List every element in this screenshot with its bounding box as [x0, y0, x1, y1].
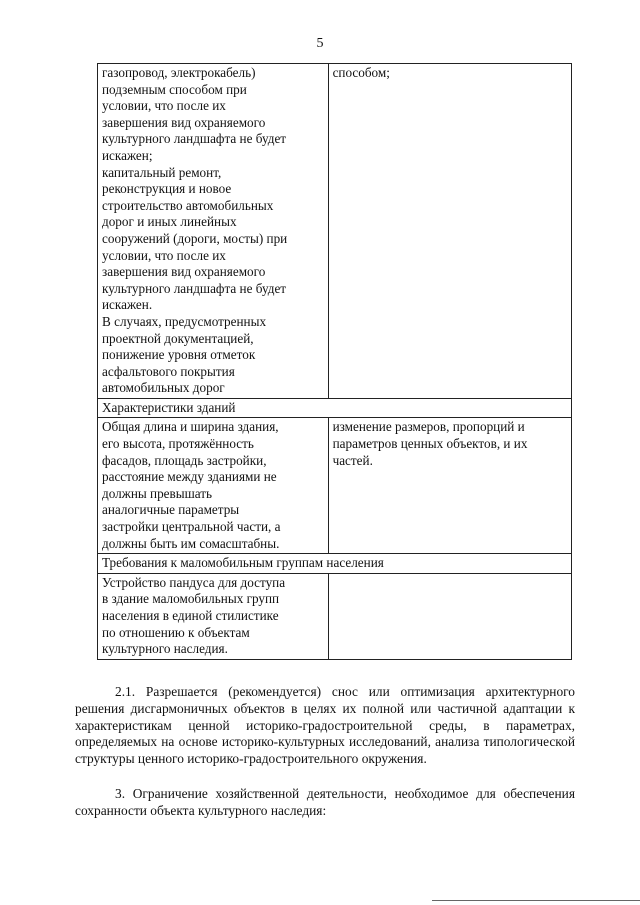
table-cell-right [328, 418, 571, 554]
cell-text-line: искажен. [102, 297, 153, 313]
cell-text-line: населения в единой стилистике [102, 608, 279, 623]
section-header-mobility: Требования к маломобильным группам населения [98, 554, 572, 574]
table-row [98, 573, 572, 659]
paragraph-2-1: 2.1. Разрешается (рекомендуется) снос или оптимизация архитектурного решения дисгармоничных объектов в целях их полной или частичной адаптации к характеристикам ценной историко-градостроительной среды, в параметрах, определяемых на основе историко-культурных исследований, анализа типологической структуры ценного историко-градостроительного окружения. [75, 684, 575, 767]
cell-text-line: искажен; [102, 147, 153, 163]
cell-text-line: культурного ландшафта не будет [102, 280, 287, 296]
cell-text-line: в здание маломобильных групп [102, 591, 280, 607]
page-number: 5 [316, 36, 324, 51]
cell-text-line: сооружений (дороги, мосты) при [102, 230, 288, 246]
page-edge-line [432, 900, 640, 901]
cell-text-line: застройки центральной части, а [102, 519, 281, 535]
section-header-buildings: Характеристики зданий [98, 398, 572, 418]
cell-text-line: условии, что после их [102, 98, 226, 114]
cell-text-line: газопровод, электрокабель) [102, 65, 256, 80]
cell-text-line: должны быть им сомасштабны. [102, 535, 280, 551]
cell-text-line: автомобильных дорог [102, 380, 225, 396]
cell-text-line: параметров ценных объектов, и их [332, 436, 528, 452]
cell-text-line: частей. [332, 452, 373, 468]
cell-text-line: изменение размеров, пропорций и [332, 419, 525, 435]
cell-text-line: дорог и иных линейных [102, 214, 237, 230]
table-cell-left [98, 64, 329, 399]
cell-text-line: расстояние между зданиями не [102, 469, 277, 485]
cell-text-line: завершения вид охраняемого [102, 264, 266, 280]
table-cell-right [328, 573, 571, 659]
cell-text-line: должны превышать [102, 485, 213, 501]
table-cell-left [98, 418, 329, 554]
table-cell-right [328, 64, 571, 399]
table-cell-left [98, 573, 329, 659]
cell-text-line: завершения вид охраняемого [102, 114, 266, 130]
cell-text-line: асфальтового покрытия [102, 363, 235, 379]
paragraph-3: 3. Ограничение хозяйственной деятельности, необходимое для обеспечения сохранности объекта культурного наследия: [75, 786, 575, 818]
cell-text-line: проектной документацией, [102, 330, 254, 346]
table-row [98, 64, 572, 399]
cell-text-line: Общая длина и ширина здания, [102, 419, 279, 435]
cell-text-line: фасадов, площадь застройки, [102, 452, 267, 468]
cell-text-line: реконструкция и новое [102, 181, 232, 197]
cell-text-line: культурного наследия. [102, 641, 228, 657]
cell-text-line: подземным способом при [102, 81, 247, 97]
cell-text-line: капитальный ремонт, [102, 164, 222, 180]
cell-text-line: способом; [332, 65, 390, 80]
cell-text-line: строительство автомобильных [102, 197, 274, 213]
table-row [98, 418, 572, 554]
cell-text-line: условии, что после их [102, 247, 226, 263]
cell-text-line: культурного ландшафта не будет [102, 131, 287, 147]
requirements-table [97, 63, 572, 660]
cell-text-line: понижение уровня отметок [102, 347, 256, 363]
cell-text-line: его высота, протяжённость [102, 436, 254, 452]
cell-text-line: аналогичные параметры [102, 502, 240, 518]
cell-text-line: Устройство пандуса для доступа [102, 574, 286, 590]
section-header-row [98, 398, 572, 418]
cell-text-line: В случаях, предусмотренных [102, 313, 267, 329]
cell-text-line: по отношению к объектам [102, 624, 250, 640]
section-header-row [98, 554, 572, 574]
